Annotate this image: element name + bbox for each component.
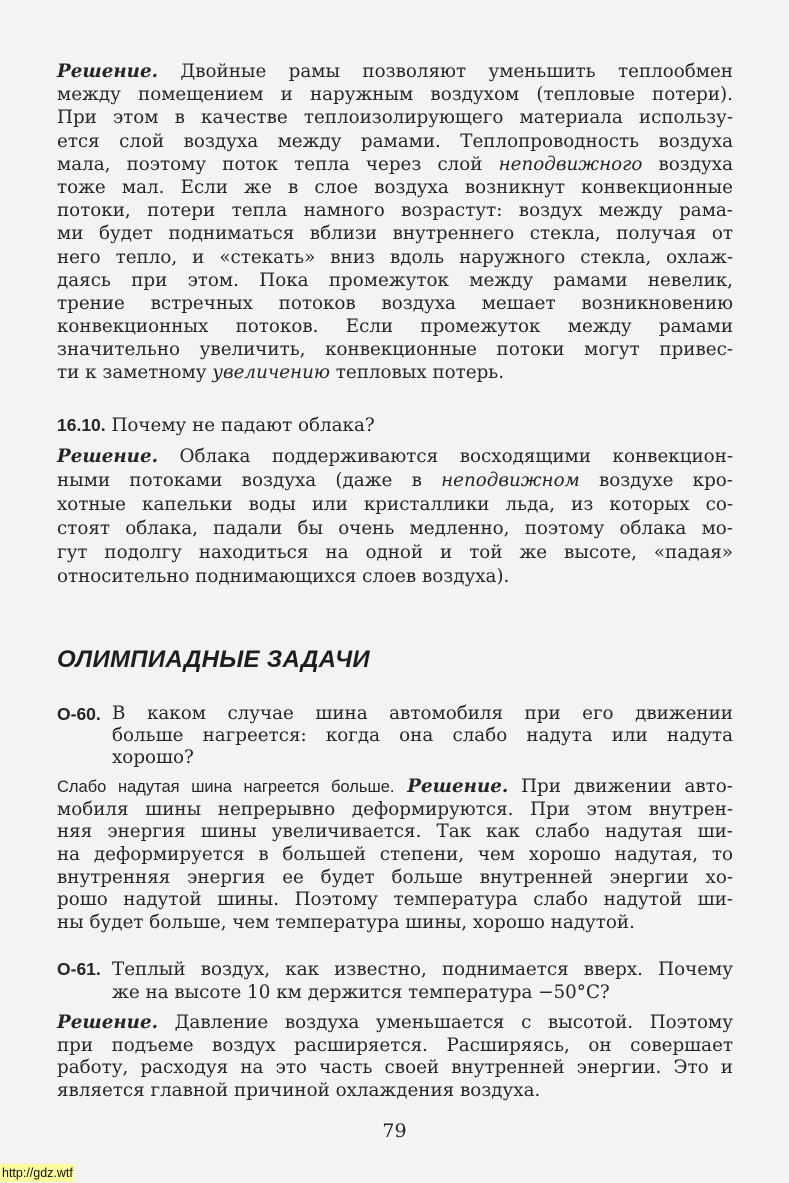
solution-double-frames: [57, 60, 733, 385]
emphasis-text: неподвижного: [498, 153, 643, 175]
text-line: [57, 1080, 733, 1103]
text-line: [57, 912, 733, 935]
text-line: [57, 493, 733, 517]
text-line: [112, 958, 733, 981]
text-line: [57, 776, 733, 799]
text-segment: тепловых потерь.: [329, 362, 505, 384]
text-segment: Почему не падают облака?: [105, 415, 375, 436]
text-segment: конвекционных потоков. Если промежуток между рамами: [57, 316, 733, 338]
text-line: [57, 246, 733, 269]
page-number: 79: [382, 1120, 407, 1142]
text-line: [57, 361, 733, 384]
emphasis-text: неподвижном: [441, 470, 580, 491]
text-line: [112, 747, 733, 769]
text-segment: хотные капельки воды или кристаллики льда, из которых со-: [57, 494, 733, 515]
text-segment: при подъеме воздух расширяется. Расширяясь, он совершает: [57, 1034, 733, 1056]
text-segment: тоже мал. Если же в слое воздуха возникнут конвекционные: [57, 176, 733, 198]
text-segment: При движении авто-: [508, 776, 733, 797]
text-line: [57, 413, 733, 437]
text-segment: воздуха: [642, 153, 733, 175]
text-segment: работу, расходуя на это часть своей внутренней энергии. Это и: [57, 1057, 733, 1079]
text-segment: воздухе кро-: [579, 470, 733, 491]
problem-label-o61: О-61.: [57, 959, 101, 979]
solution-16-10: [57, 445, 733, 589]
solution-label: Решение.: [57, 1012, 158, 1033]
text-line: [57, 844, 733, 867]
problem-o61: [112, 958, 733, 1004]
text-segment: При этом в качестве теплоизолирующего материала использу-: [57, 107, 733, 129]
text-segment: внутренняя энергия ее будет больше внутренней энергии хо-: [57, 866, 733, 888]
solution-label: Решение.: [57, 446, 158, 467]
text-line: [57, 445, 733, 469]
section-heading: ОЛИМПИАДНЫЕ ЗАДАЧИ: [57, 646, 370, 673]
text-segment: няя энергия шины увеличивается. Так как слабо надутая ши-: [57, 821, 733, 843]
text-segment: стоят облака, падали бы очень медленно, поэтому облака мо-: [57, 518, 733, 539]
text-line: [57, 821, 733, 844]
text-line: [57, 517, 733, 541]
text-line: [57, 130, 733, 153]
text-segment: Давление воздуха уменьшается с высотой. Поэтому: [157, 1012, 733, 1033]
text-segment: В каком случае шина автомобиля при его движении: [112, 703, 733, 724]
text-segment: является главной причиной охлаждения воздуха.: [57, 1080, 541, 1102]
text-line: [112, 725, 733, 747]
text-line: [57, 889, 733, 912]
text-segment: [394, 776, 407, 797]
text-segment: мала, поэтому поток тепла через слой: [57, 153, 499, 175]
text-line: [57, 565, 733, 589]
text-segment: Двойные рамы позволяют уменьшить теплообмен: [157, 61, 733, 82]
text-line: [57, 338, 733, 361]
solution-o60: [57, 776, 733, 935]
text-segment: Облака поддерживаются восходящими конвекцион-: [157, 446, 733, 467]
emphasis-text: увеличению: [212, 362, 330, 384]
text-line: [112, 981, 733, 1004]
text-line: [57, 60, 733, 83]
text-segment: хорошо?: [112, 747, 194, 768]
text-segment: значительно увеличить, конвекционные потоки могут привес-: [57, 339, 733, 361]
text-line: [57, 83, 733, 106]
text-segment: ется слой воздуха между рамами. Теплопроводность воздуха: [57, 130, 733, 152]
text-segment: ти к заметному: [57, 362, 213, 384]
text-line: [57, 315, 733, 338]
text-segment: трение встречных потоков воздуха мешает возникновению: [57, 292, 733, 314]
text-line: [57, 1035, 733, 1058]
text-segment: между помещением и наружным воздухом (тепловые потери).: [57, 84, 733, 106]
text-line: [57, 867, 733, 890]
text-segment: больше нагреется: когда она слабо надута или надута: [112, 725, 733, 746]
text-line: [57, 469, 733, 493]
solution-label: Решение.: [57, 61, 158, 82]
text-line: [57, 269, 733, 292]
solution-label: Решение.: [407, 776, 509, 797]
text-line: [57, 1012, 733, 1035]
text-segment: потоки, потери тепла намного возрастут: воздух между рама-: [57, 200, 733, 222]
solution-o61: [57, 1012, 733, 1103]
text-line: [57, 106, 733, 129]
text-line: [57, 799, 733, 822]
text-line: [57, 153, 733, 176]
text-line: [57, 176, 733, 199]
text-segment: относительно поднимающихся слоев воздуха).: [57, 566, 510, 587]
text-line: [57, 292, 733, 315]
problem-o60: [112, 703, 733, 769]
text-segment: гут подолгу находиться на одной и той же высоте, «падая»: [57, 542, 733, 563]
text-segment: ны будет больше, чем температура шины, хорошо надутой.: [57, 912, 635, 934]
text-segment: мобиля шины непрерывно деформируются. При этом внутрен-: [57, 798, 733, 820]
text-segment: Слабо надутая шина нагреется больше.: [57, 778, 395, 796]
text-line: [57, 222, 733, 245]
text-segment: на деформируется в большей степени, чем хорошо надутая, то: [57, 844, 733, 866]
text-line: [57, 1057, 733, 1080]
text-segment: даясь при этом. Пока промежуток между рамами невелик,: [57, 269, 733, 291]
text-segment: же на высоте 10 км держится температура −50°С?: [112, 982, 610, 1003]
text-segment: ными потоками воздуха (даже в: [57, 470, 442, 491]
text-segment: 16.10.: [57, 415, 106, 435]
text-segment: него тепло, и «стекать» вниз вдоль наружного стекла, охлаж-: [57, 246, 733, 268]
text-line: [57, 541, 733, 565]
problem-16-10: [57, 413, 733, 437]
text-line: [112, 703, 733, 725]
text-segment: рошо надутой шины. Поэтому температура слабо надутой ши-: [57, 889, 733, 911]
text-line: [57, 199, 733, 222]
text-segment: ми будет подниматься вблизи внутреннего стекла, получая от: [57, 223, 733, 245]
watermark-link[interactable]: http://gdz.wtf: [2, 1166, 73, 1180]
text-segment: Теплый воздух, как известно, поднимается вверх. Почему: [112, 959, 733, 980]
problem-label-o60: О-60.: [57, 704, 101, 724]
